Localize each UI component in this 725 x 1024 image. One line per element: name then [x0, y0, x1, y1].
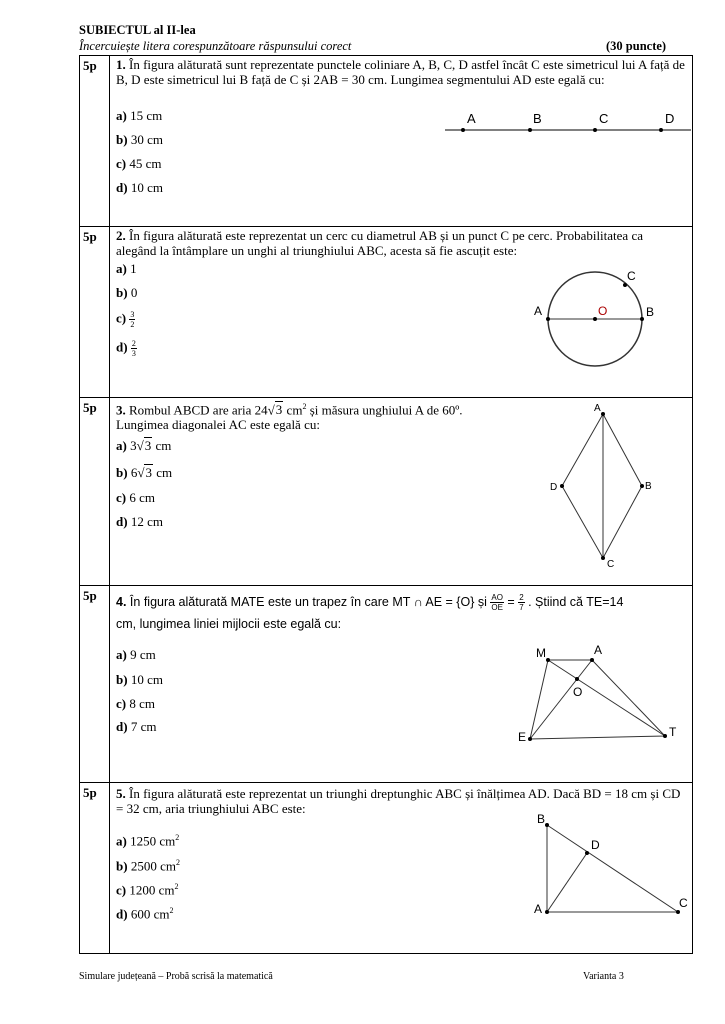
- point-b: [640, 484, 644, 488]
- option-value: 0: [130, 285, 138, 300]
- point-b: [545, 823, 549, 827]
- label-m: M: [536, 646, 546, 660]
- option-b[interactable]: [116, 285, 137, 301]
- option-value: 12 cm: [130, 514, 163, 529]
- label-c: C: [599, 111, 609, 126]
- option-a[interactable]: [116, 647, 156, 663]
- section-points: (30 puncte): [606, 39, 667, 53]
- point-c: [676, 910, 680, 914]
- option-label: b): [116, 132, 128, 147]
- problem-number: 4.: [116, 595, 127, 609]
- label-a: A: [594, 403, 601, 414]
- label-b: B: [646, 305, 655, 319]
- point-t: [663, 734, 667, 738]
- option-label: c): [116, 310, 127, 326]
- problem-text: În figura alăturată este reprezentat un cerc cu diametrul AB și un punct C pe cerc. Probabilitatea ca alegând la întâmplare un unghi al triunghiului ABC, acesta să fie ascuțit este:: [116, 228, 643, 258]
- option-label: d): [116, 514, 128, 529]
- option-a[interactable]: [116, 108, 162, 124]
- diagonal-mt: [548, 660, 665, 736]
- option-label: b): [116, 858, 128, 874]
- sqrt: √3: [267, 402, 283, 418]
- label-c: C: [607, 559, 615, 570]
- point-c: [593, 128, 597, 132]
- problem-points: 5p: [80, 227, 110, 398]
- option-d[interactable]: [116, 339, 137, 358]
- label-d: D: [591, 838, 600, 852]
- option-value: 10 cm: [130, 180, 163, 195]
- fraction: $\frac{3}{2}$: [130, 310, 135, 329]
- label-o: O: [598, 304, 608, 318]
- option-label: d): [116, 339, 128, 355]
- fraction: $\frac{2}{7}$: [519, 593, 524, 613]
- point-d: [560, 484, 564, 488]
- option-c[interactable]: [116, 156, 162, 172]
- footer-right: Varianta 3: [583, 971, 624, 982]
- point-a: [590, 658, 594, 662]
- point-c: [623, 283, 627, 287]
- right-triangle-figure: [505, 813, 690, 923]
- problem-content: [110, 227, 693, 398]
- label-b: B: [645, 481, 652, 492]
- rhombus: [562, 414, 642, 558]
- point-d: [659, 128, 663, 132]
- point-a: [545, 910, 549, 914]
- option-label: c): [116, 882, 127, 898]
- problem-text: În figura alăturată sunt reprezentate punctele coliniare A, B, C, D astfel încât C este simetricul lui A față de B, D este simetricul lui B față de C și 2AB = 30 cm. Lungimea segmentului AD este egală cu:: [116, 57, 685, 87]
- problem-content: [110, 56, 693, 227]
- problem-text: În figura alăturată este reprezentat un triunghi dreptunghic ABC și înălțimea AD. Dacă BD = 18 cm și CD = 32 cm, aria triunghiului ABC este:: [116, 786, 681, 816]
- option-value: 10 cm: [130, 672, 163, 687]
- problem-points: 5p: [80, 398, 110, 586]
- option-b[interactable]: b) 6√3 cm: [116, 465, 173, 480]
- label-c: C: [627, 269, 636, 283]
- problem-content: [110, 586, 693, 783]
- option-label: a): [116, 833, 127, 849]
- option-b[interactable]: [116, 132, 163, 148]
- problem-points: 5p: [80, 56, 110, 227]
- problem-number: 2.: [116, 228, 126, 243]
- label-e: E: [518, 730, 527, 744]
- problem-row: [80, 56, 693, 227]
- point-b: [640, 317, 644, 321]
- option-value: 9 cm: [130, 647, 156, 662]
- option-d[interactable]: [116, 180, 163, 196]
- label-t: T: [669, 725, 677, 739]
- option-label: a): [116, 108, 127, 123]
- option-label: a): [116, 261, 127, 276]
- option-b[interactable]: [116, 672, 163, 688]
- problem-number: 5.: [116, 786, 126, 801]
- point-e: [528, 737, 532, 741]
- problem-points: 5p: [80, 586, 110, 783]
- section-title: SUBIECTUL al II-lea: [79, 23, 196, 37]
- point-a: [461, 128, 465, 132]
- problem-points: 5p: [80, 783, 110, 954]
- option-d[interactable]: [116, 514, 163, 530]
- label-d: D: [665, 111, 675, 126]
- option-value: 6 cm: [129, 490, 155, 505]
- altitude-ad: [547, 853, 587, 912]
- math-expression: MT ∩ AE = {O}: [392, 595, 475, 609]
- option-c[interactable]: [116, 490, 155, 506]
- option-c[interactable]: [116, 696, 155, 712]
- option-d[interactable]: d) 600 $cm^2$: [116, 906, 174, 922]
- problem-content: [110, 398, 693, 586]
- trapezoid-mate: [530, 660, 665, 739]
- fraction: $\frac{2}{3}$: [131, 339, 136, 358]
- option-label: a): [116, 647, 127, 662]
- triangle-abc: [547, 825, 678, 912]
- label-a: A: [467, 111, 476, 126]
- option-label: d): [116, 180, 128, 195]
- option-value: 45 cm: [129, 156, 162, 171]
- point-o: [575, 677, 579, 681]
- option-label: b): [116, 465, 128, 480]
- option-label: d): [116, 906, 128, 922]
- problem-statement: 3. Rombul ABCD are aria 24√3 $cm^2$ și măsura unghiului A de 60º. Lungimea diagonalei AC este egală cu:: [116, 402, 463, 433]
- option-label: c): [116, 696, 127, 711]
- option-label: a): [116, 438, 127, 453]
- option-value: 7 cm: [130, 719, 157, 734]
- problem-row: [80, 398, 693, 586]
- option-a[interactable]: a) 1250 $cm^2$: [116, 833, 180, 849]
- point-m: [546, 658, 550, 662]
- rhombus-figure: [542, 400, 672, 570]
- circle-figure: [534, 269, 688, 381]
- problem-number: 1.: [116, 57, 126, 72]
- point-o: [593, 317, 597, 321]
- option-label: b): [116, 285, 128, 300]
- option-value: 30 cm: [130, 132, 163, 147]
- problem-row: [80, 586, 693, 783]
- option-a[interactable]: a) 3√3 cm: [116, 438, 172, 453]
- option-a[interactable]: [116, 261, 137, 277]
- label-a: A: [534, 304, 543, 318]
- option-d[interactable]: [116, 719, 156, 735]
- point-d: [585, 851, 589, 855]
- option-label: d): [116, 719, 128, 734]
- point-a: [546, 317, 550, 321]
- problem-row: [80, 783, 693, 954]
- problem-row: [80, 227, 693, 398]
- collinear-points-figure: [443, 108, 695, 138]
- label-o: O: [573, 685, 583, 699]
- problems-table: [79, 55, 693, 954]
- problem-statement: [116, 57, 686, 87]
- problem-content: [110, 783, 693, 954]
- fraction: $\frac{AO}{OE}$: [491, 593, 503, 613]
- label-d: D: [550, 482, 558, 493]
- label-b: B: [537, 812, 546, 826]
- label-c: C: [679, 896, 688, 910]
- label-b: B: [533, 111, 542, 126]
- point-c: [601, 556, 605, 560]
- option-label: c): [116, 490, 127, 505]
- option-label: b): [116, 672, 128, 687]
- point-b: [528, 128, 532, 132]
- trapezoid-figure: [515, 644, 695, 754]
- label-a: A: [534, 902, 543, 916]
- problem-statement: [116, 786, 686, 816]
- footer-left: Simulare județeană – Probă scrisă la matematică: [79, 971, 273, 982]
- label-a: A: [594, 643, 603, 657]
- option-c[interactable]: [116, 310, 135, 329]
- problem-number: 3.: [116, 402, 126, 418]
- option-value: 8 cm: [129, 696, 155, 711]
- option-value: 1: [130, 261, 137, 276]
- option-value: 15 cm: [130, 108, 163, 123]
- instructions: Încercuiește litera corespunzătoare răspunsului corect: [79, 39, 352, 53]
- point-a: [601, 412, 605, 416]
- option-label: c): [116, 156, 127, 171]
- option-b[interactable]: b) 2500 $cm^2$: [116, 858, 180, 874]
- problem-statement: 4. În figura alăturată MATE este un trapez în care MT ∩ AE = {O} și $\frac{AO}{OE}$ = $\frac{2}{7}$ . Știind că TE=14 cm, lungimea liniei mijlocii este egală cu:: [116, 593, 624, 631]
- option-c[interactable]: c) 1200 $cm^2$: [116, 882, 179, 898]
- problem-statement: [116, 228, 686, 258]
